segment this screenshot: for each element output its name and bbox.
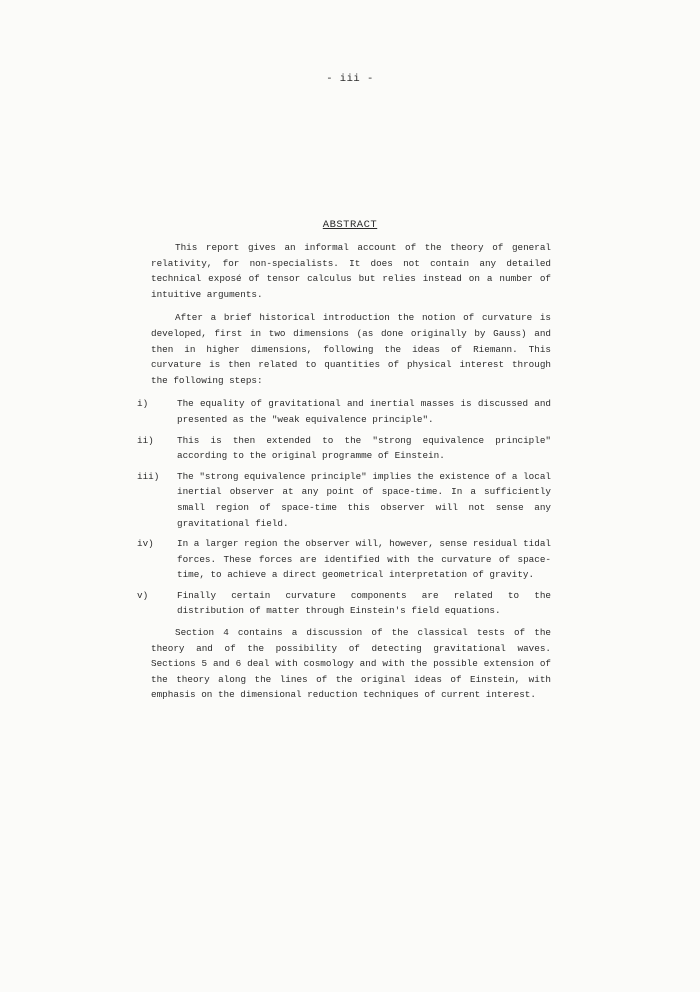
list-item xyxy=(137,469,551,531)
list-item xyxy=(137,433,551,464)
list-item-text: This is then extended to the "strong equivalence principle" according to the original programme of Einstein. xyxy=(177,434,551,462)
list-item-text: The equality of gravitational and inertial masses is discussed and presented as the "weak equivalence principle". xyxy=(177,398,551,425)
list-item-marker: i) xyxy=(137,398,149,410)
list-item xyxy=(137,588,551,619)
list-item-marker: v) xyxy=(137,589,149,601)
abstract-body xyxy=(137,240,551,711)
page-number: - iii - xyxy=(326,73,374,85)
list-item-text: Finally certain curvature components are related to the distribution of matter through Einstein's field equations. xyxy=(177,589,551,617)
list-item-marker: ii) xyxy=(137,434,154,446)
list-item xyxy=(137,396,551,427)
paragraph: After a brief historical introduction the notion of curvature is developed, first in two dimensions (as done originally by Gauss) and then in higher dimensions, following the ideas of Riemann. This curvature is then related to quantities of physical interest through the following steps: xyxy=(151,312,551,386)
list-item-text: In a larger region the observer will, however, sense residual tidal forces. These forces are identified with the curvature of space-time, to achieve a direct geometrical interpretation of gravity. xyxy=(177,538,551,581)
steps-list xyxy=(137,396,551,619)
list-item-marker: iii) xyxy=(137,470,160,482)
paragraph: This report gives an informal account of the theory of general relativity, for non-specialists. It does not contain any detailed technical exposé of tensor calculus but relies instead on a number of intuitive arguments. xyxy=(151,242,551,300)
paragraph: Section 4 contains a discussion of the classical tests of the theory and of the possibility of detecting gravitational waves. Sections 5 and 6 deal with cosmology and with the possible extension of the theory along the lines of the original ideas of Einstein, with emphasis on the dimensional reduction techniques of current interest. xyxy=(151,627,551,701)
list-item xyxy=(137,536,551,583)
list-item-marker: iv) xyxy=(137,538,154,550)
abstract-heading: ABSTRACT xyxy=(322,219,378,231)
list-item-text: The "strong equivalence principle" implies the existence of a local inertial observer at any point of space-time. In a sufficiently small region of space-time this observer will not sense any gravitational field. xyxy=(177,470,551,529)
